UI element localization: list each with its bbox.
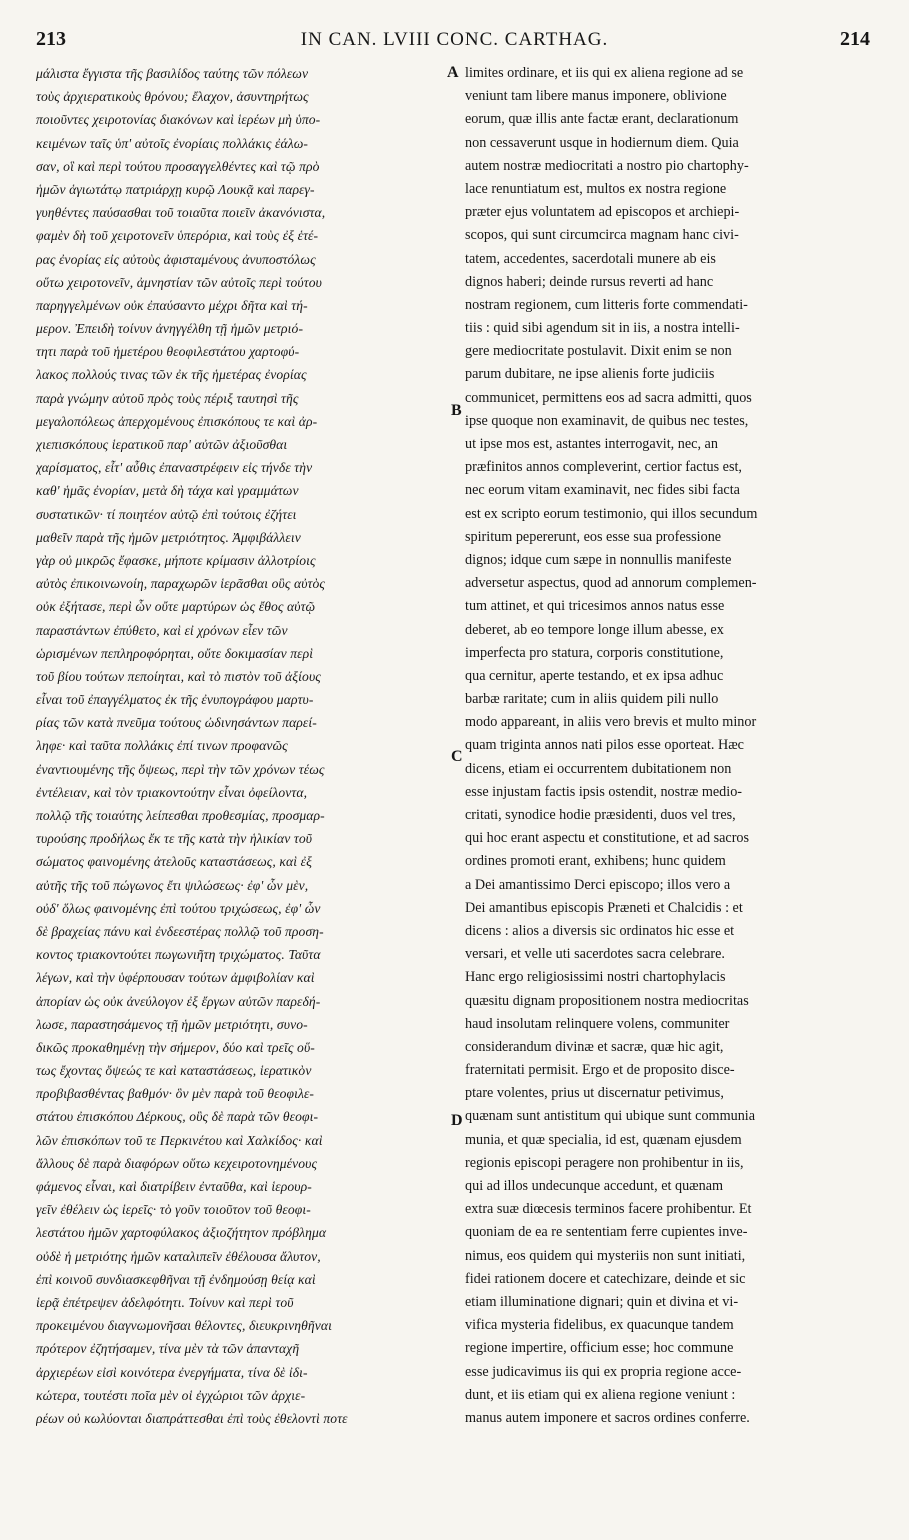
latin-text-line: critati, synodice hodie præsidenti, duos vel tres,	[465, 807, 736, 823]
greek-text-line: ρίας τῶν κατὰ πνεῦμα τούτους ὠδινησάντων παρεί-	[36, 715, 317, 731]
latin-text-line: imperfecta pro statura, corporis constitutione,	[465, 644, 724, 661]
latin-text-line: spiritum pepererunt, eos esse sua professione	[465, 528, 722, 545]
greek-text-line: γὰρ οὐ μικρῶς ἔφασκε, μήποτε κρίμασιν ἀλλοτρίοις	[36, 552, 316, 568]
latin-text-line: tatem, accedentes, sacerdotali munere ab eis	[465, 250, 716, 267]
latin-text-line: quam triginta annos nati pilos esse oporteat. Hæc	[465, 737, 744, 754]
latin-text-line: gere mediocritate postulavit. Dixit enim se non	[465, 343, 732, 360]
section-marker-b: B	[451, 402, 462, 419]
latin-text-line: regionis episcopi peragere non prohibentur in iis,	[465, 1154, 744, 1171]
greek-text-line: ἐπὶ κοινοῦ συνδιασκεφθῆναι τῇ ἐνδημούσῃ θείᾳ καὶ	[36, 1271, 316, 1287]
latin-text-line: dignos; idque cum sæpe in nonnullis manifeste	[465, 551, 732, 568]
greek-text-line: λῶν ἐπισκόπων τοῦ τε Περκινέτου καὶ Χαλκίδος· καὶ	[36, 1132, 323, 1148]
page-header	[0, 0, 909, 50]
greek-text-line: τητι παρὰ τοῦ ἡμετέρου θεοφιλεστάτου χαρτοφύ-	[36, 344, 300, 360]
latin-text-line: nimus, eos quidem qui mysteriis non sunt initiati,	[465, 1247, 746, 1264]
latin-text-line: haud insolutam relinquere volens, communiter	[465, 1015, 730, 1032]
latin-text-line: qui hoc erant aspectu et constitutione, et ad sacros	[465, 830, 750, 847]
greek-text-line: σαν, οἳ καὶ περὶ τούτου προσαγγελθέντες καὶ τῷ πρὸ	[36, 158, 320, 174]
greek-text-line: ἀπορίαν ὡς οὐκ ἀνεύλογον ἐξ ἔργων αὐτῶν παρεδή-	[36, 993, 321, 1009]
greek-text-line: προκειμένου διαγνωμονῆσαι θέλοντες, διευκρινηθῆναι	[36, 1318, 333, 1334]
latin-text-line: adversetur aspectus, quod ad annorum complemen-	[465, 575, 757, 592]
greek-text-line: προβιβασθέντας βαθμόν· ὃν μὲν παρὰ τοῦ θεοφιλε-	[36, 1086, 315, 1102]
greek-text-line: αὐτῆς τῆς τοῦ πώγωνος ἔτι ψιλώσεως· ἐφ' ὧν μὲν,	[36, 877, 309, 893]
greek-text-line: μερον. Ἐπειδὴ τοίνυν ἀνηγγέλθη τῇ ἡμῶν μετριό-	[36, 321, 304, 337]
latin-text-line: Hanc ergo religiosissimi nostri chartophylacis	[465, 969, 726, 986]
latin-text-line: esse judicavimus iis qui ex propria regione acce-	[465, 1363, 742, 1380]
greek-text-line: λακος πολλούς τινας τῶν ἐκ τῆς ἡμετέρας ἐνορίας	[36, 367, 307, 383]
greek-text-line: ὡρισμένων πεπληροφόρηται, οὔτε δοκιμασίαν περὶ	[36, 645, 314, 661]
running-title: IN CAN. LVIII CONC. CARTHAG.	[300, 29, 609, 50]
greek-text-line: ληφε· καὶ ταῦτα πολλάκις ἐπί τινων προφανῶς	[36, 738, 288, 754]
latin-text-line: dunt, et iis etiam qui ex aliena regione veniunt :	[465, 1386, 736, 1403]
greek-text-line: ρας ἐνορίας εἰς αὐτοὺς ἀφισταμένους ἀνυποστόλως	[36, 251, 316, 267]
greek-text-line: κώτερα, τουτέστι ποῖα μὲν οἱ ἐγχώριοι τῶν ἀρχιε-	[36, 1387, 306, 1403]
latin-text-line: extra suæ diœcesis terminos facere prohibentur. Et	[465, 1201, 752, 1218]
latin-text-line: regione impertire, officium esse; hoc commune	[465, 1340, 734, 1357]
latin-text-line: esse injustam factis ipsis ostendit, nostræ medio-	[465, 783, 743, 800]
greek-text-line: ρέων οὐ κωλύονται διαπράττεσθαι ἐπὶ τοὺς ἐθελοντὶ ποτε	[36, 1410, 348, 1426]
section-marker-a: A	[447, 64, 459, 81]
greek-text-line: αὐτὸς ἐπικοινωνοίη, παραχωρῶν ἱερᾶσθαι οὓς αὐτὸς	[36, 576, 326, 592]
greek-text-line: ἐναντιουμένης τῆς ὄψεως, περὶ τὴν τῶν χρόνων τέως	[36, 761, 325, 777]
latin-text-line: ordines promoti erant, exhibens; hunc quidem	[465, 853, 726, 870]
latin-text-line: ptare volentes, prius ut discernatur petivimus,	[465, 1085, 724, 1102]
latin-text-line: quæsitu dignam propositionem nostra mediocritas	[465, 992, 749, 1009]
greek-text-line: χαρίσματος, εἶτ' αὖθις ἐπαναστρέφειν εἰς τήνδε τὴν	[36, 460, 313, 476]
latin-text-line: nostram regionem, cum litteris forte commendati-	[465, 296, 748, 313]
latin-text-line: eorum, quæ illis ante factæ erant, declarationum	[465, 111, 739, 128]
page-number-left: 213	[36, 28, 66, 50]
greek-text-line: παρὰ γνώμην αὐτοῦ πρὸς τοὺς πέριξ ταυτησὶ τῆς	[36, 390, 299, 406]
greek-text-line: λωσε, παραστησάμενος τῇ ἡμῶν μετριότητι, συνο-	[36, 1016, 308, 1032]
greek-text-line: κοντος τριακοντούτει πωγωνιῆτη τριχώματος. Ταῦτα	[36, 947, 321, 963]
page-number-right: 214	[840, 28, 870, 50]
latin-text-line: deberet, ab eo tempore longe illum abesse, ex	[465, 621, 724, 638]
greek-text-line: συστατικῶν· τί ποιητέον αὐτῷ ἐπὶ τούτοις ἐζήτει	[36, 506, 297, 522]
latin-text-line: autem nostræ mediocritati a nostro pio chartophy-	[465, 157, 749, 174]
latin-text-line: est ex scripto eorum testimonio, qui illos secundum	[465, 505, 758, 522]
latin-text-line: tiis : quid sibi agendum sit in iis, a nostra intelli-	[465, 320, 740, 337]
greek-text-line: πρότερον ἐζητήσαμεν, τίνα μὲν τὰ τῶν ἁπανταχῆ	[36, 1341, 300, 1357]
greek-text-line: οὐκ ἐξήτασε, περὶ ὧν οὔτε μαρτύρων ὡς ἔθος αὐτῷ	[36, 599, 316, 615]
section-marker-c: C	[451, 748, 463, 765]
latin-text-line: limites ordinare, et iis qui ex aliena regione ad se	[465, 65, 744, 81]
greek-text-line: κειμένων ταῖς ὑπ' αὐτοῖς ἐνορίαις πολλάκις ἐάλω-	[36, 135, 309, 151]
greek-text-line: γυηθέντες παύσασθαι τοῦ τοιαῦτα ποιεῖν ἀκανόνιστα,	[36, 205, 326, 221]
greek-text-line: καθ' ἡμᾶς ἐνορίαν, μετὰ δὴ τάχα καὶ γραμμάτων	[36, 483, 299, 499]
greek-text-line: λέγων, καὶ τὴν ὑφέρπουσαν τούτων ἀμφιβολίαν καὶ	[36, 970, 315, 986]
latin-text-line: præter ejus voluntatem ad episcopos et archiepi-	[465, 204, 740, 221]
greek-text-line: οὐδὲ ἡ μετριότης ἡμῶν καταλιπεῖν ἐθέλουσα ἄλυτον,	[36, 1248, 321, 1264]
greek-text-line: μεγαλοπόλεως ἀπερχομένους ἐπισκόπους τε καὶ ἀρ-	[36, 413, 318, 429]
greek-text-line: μαθεῖν παρὰ τῆς ἡμῶν μετριότητος. Ἀμφιβάλλειν	[36, 529, 301, 545]
latin-text-line: ut ipse mos est, astantes interrogavit, nec, an	[465, 436, 718, 452]
greek-text-line: ἱερᾷ ἐπέτρεψεν ἀδελφότητι. Τοίνυν καὶ περὶ τοῦ	[36, 1294, 294, 1310]
latin-text-line: parum dubitare, ne ipse alienis forte judiciis	[465, 366, 715, 383]
greek-text-line: ἡμῶν ἁγιωτάτῳ πατριάρχῃ κυρῷ Λουκᾷ καὶ παρεγ-	[36, 181, 315, 197]
greek-text-line: τοὺς ἀρχιερατικοὺς θρόνου; ἔλαχον, ἀσυντηρήτως	[36, 89, 309, 105]
greek-text-line: μάλιστα ἔγγιστα τῆς βασιλίδος ταύτης τῶν πόλεων	[36, 66, 309, 81]
greek-text-line: οὕτω χειροτονεῖν, ἀμνηστίαν τῶν αὐτοῖς περὶ τούτου	[36, 274, 322, 290]
greek-text-line: τυρούσης προδήλως ἔκ τε τῆς κατὰ τὴν ἡλικίαν τοῦ	[36, 831, 313, 847]
latin-text-line: dignos haberi; deinde rursus reverti ad hanc	[465, 273, 714, 290]
greek-text-line: τοῦ βίου τούτων πεποίηται, καὶ τὸ πιστὸν τοῦ ἀξίους	[36, 668, 321, 684]
latin-text-line: a Dei amantissimo Derci episcopo; illos vero a	[465, 876, 731, 893]
latin-text-line: versari, et velle uti sacerdotes sacra celebrare.	[465, 946, 725, 963]
latin-text-line: lace renuntiatum est, multos ex nostra regione	[465, 180, 727, 197]
latin-text-line: qua cernitur, aperte testando, et ex ipsa adhuc	[465, 667, 724, 684]
latin-text-line: munia, et quæ specialia, id est, quænam ejusdem	[465, 1131, 742, 1148]
greek-text-line: γεῖν ἐθέλειν ὡς ἱερεῖς· τὸ γοῦν τοιοῦτον τοῦ θεοφι-	[36, 1202, 311, 1218]
section-marker-d: D	[451, 1112, 463, 1129]
latin-text-line: barbæ raritate; cum in aliis quidem pili nullo	[465, 691, 719, 708]
latin-text-line: ipse quoque non examinavit, de quibus nec testes,	[465, 412, 749, 429]
latin-text-line: fraternitati permisit. Ergo et de proposito disce-	[465, 1062, 735, 1079]
greek-text-line: φάμενος εἶναι, καὶ διατρίβειν ἐνταῦθα, καὶ ἱερουρ-	[36, 1179, 312, 1194]
latin-text-line: tum attinet, et qui tricesimos annos natus esse	[465, 598, 725, 615]
greek-text-line: τως ἔχοντας ὄψεώς τε καὶ καταστάσεως, ἱερατικὸν	[36, 1063, 312, 1079]
latin-text-line: præfinitos annos compleverint, certior factus est,	[465, 459, 742, 476]
greek-text-line: οὐδ' ὅλως φαινομένης ἐπὶ τούτου τριχώσεως, ἐφ' ὧν	[36, 900, 321, 916]
latin-text-line: quoniam de ea re sententiam ferre cupientes inve-	[465, 1224, 748, 1241]
latin-text-line: fidei rationem docere et catechizare, deinde et sic	[465, 1270, 746, 1287]
greek-text-line: ἐντέλειαν, καὶ τὸν τριακοντούτην εἶναι ὀφείλοντα,	[36, 784, 308, 800]
greek-text-line: δὲ βραχείας πάνυ καὶ ἐνδεεστέρας πολλῷ τοῦ προση-	[36, 923, 324, 939]
latin-text-line: non cessaverunt usque in hodiernum diem. Quia	[465, 134, 739, 151]
latin-text-line: quænam sunt antistitum qui ubique sunt communia	[465, 1108, 756, 1125]
greek-text-line: ἄλλους δὲ παρὰ διαφόρων οὕτω κεχειροτονημένους	[36, 1155, 318, 1171]
latin-text-line: manus autem imponere et sacros ordines conferre.	[465, 1409, 750, 1426]
greek-text-line: χιεπισκόπους ἱερατικοῦ παρ' αὐτῶν ἀξιοῦσθαι	[36, 437, 288, 452]
greek-text-line: δικῶς προκαθημένῃ τὴν σήμερον, δύο καὶ τρεῖς οὕ-	[36, 1039, 315, 1055]
latin-text-line: dicens : alios a diversis sic ordinatos hic esse et	[465, 922, 735, 939]
greek-text-line: ἀρχιερέων εἰσὶ κοινότερα ἐνεργήματα, τίνα δὲ ἰδι-	[36, 1364, 308, 1380]
greek-text-line: εἶναι τοῦ ἐπαγγέλματος ἐκ τῆς ἐνυπογράφου μαρτυ-	[36, 692, 314, 708]
latin-text-line: considerandum divinæ et sacræ, quæ hic agit,	[465, 1038, 724, 1055]
greek-text-line: ποιοῦντες χειροτονίας διακόνων καὶ ἱερέων μὴ ὑπο-	[36, 112, 321, 128]
latin-text-column	[465, 62, 877, 1430]
latin-text-line: etiam illuminatione dignari; quin et divina et vi-	[465, 1293, 739, 1310]
latin-text-line: Dei amantibus episcopis Præneti et Chalcidis : et	[465, 899, 743, 916]
greek-text-line: λεστάτου ἡμῶν χαρτοφύλακος ἀξιοζήτητον πρόβλημα	[36, 1225, 327, 1241]
greek-text-column	[36, 62, 454, 1430]
latin-text-line: veniunt tam libere manus imponere, oblivione	[465, 88, 727, 105]
latin-text-line: vifica mysteria fidelibus, ex quacunque tandem	[465, 1317, 734, 1334]
greek-text-line: παρηγγελμένων οὐκ ἐπαύσαντο μέχρι δῆτα καὶ τή-	[36, 297, 308, 313]
latin-text-line: scopos, qui sunt circumcirca magnam hanc civi-	[465, 227, 739, 244]
greek-text-line: πολλῷ τῆς τοιαύτης λείπεσθαι προθεσμίας, προσμαρ-	[36, 808, 325, 823]
latin-text-line: nec eorum vitam examinavit, nec fides sibi facta	[465, 482, 740, 499]
latin-text-line: communicet, permittens eos ad sacra admitti, quos	[465, 389, 752, 406]
greek-text-line: στάτου ἐπισκόπου Δέρκους, οὓς δὲ παρὰ τῶν θεοφι-	[36, 1109, 319, 1125]
greek-text-line: φαμὲν δὴ τοῦ χειροτονεῖν ὑπερόρια, καὶ τοὺς ἐξ ἑτέ-	[36, 228, 319, 244]
latin-text-line: dicens, etiam ei occurrentem dubitationem non	[465, 760, 732, 777]
latin-text-line: qui ad illos undecunque accedunt, et quænam	[465, 1178, 724, 1194]
greek-text-line: παραστάντων ἐπύθετο, καὶ εἰ χρόνων εἶεν τῶν	[36, 622, 288, 638]
latin-text-line: modo appareant, in aliis vero brevis et multo minor	[465, 714, 757, 731]
greek-text-line: σώματος φαινομένης ἀτελοῦς καταστάσεως, καὶ ἐξ	[36, 854, 313, 870]
